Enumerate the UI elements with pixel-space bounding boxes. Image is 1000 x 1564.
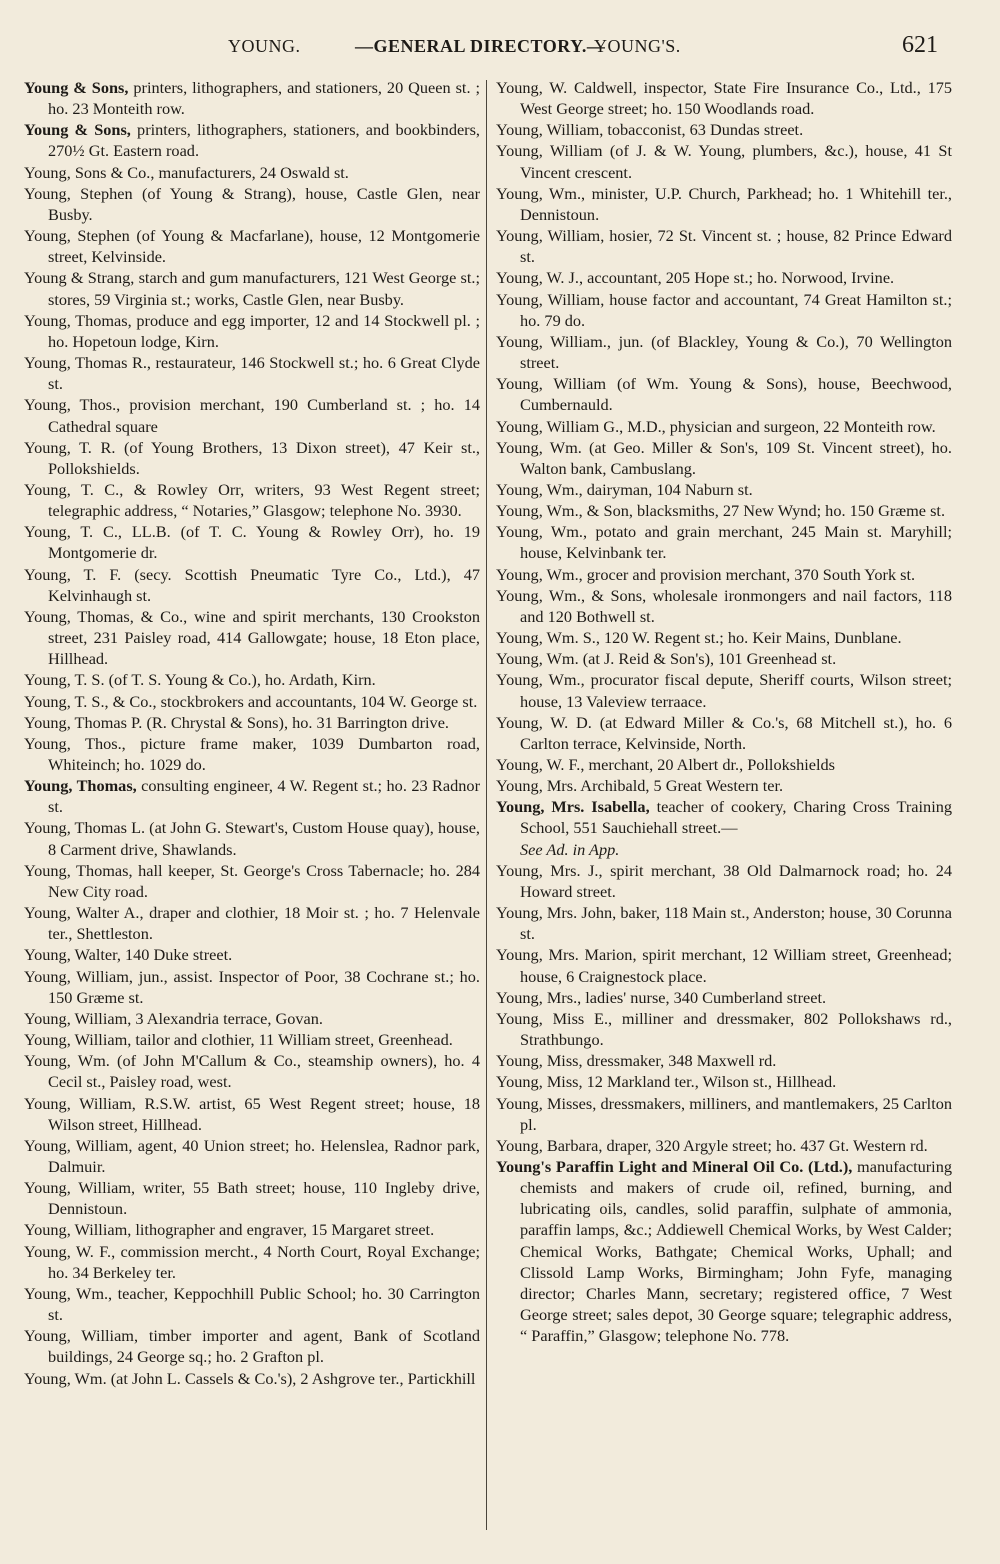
directory-entry <box>24 1029 480 1050</box>
entry-text: Young, Walter A., draper and clothier, 18 Moir st. ; ho. 7 Helenvale ter., Shettleston. <box>24 903 480 944</box>
directory-entry <box>496 267 952 288</box>
column-divider <box>486 80 487 1530</box>
directory-entry <box>496 500 952 521</box>
entry-bold-name: Young's Paraffin Light and Mineral Oil Co. (Ltd.), <box>496 1156 853 1176</box>
directory-entry <box>496 183 952 225</box>
entry-bold-name: Young & Sons, <box>24 78 129 97</box>
directory-entry <box>24 1135 480 1177</box>
entry-text: Young, T. S. (of T. S. Young & Co.), ho. Ardath, Kirn. <box>24 670 376 690</box>
directory-entry <box>496 669 952 711</box>
entry-text: Young, Thomas, produce and egg importer, 12 and 14 Stockwell pl. ; ho. Hopetoun lodge, Kirn. <box>24 310 480 351</box>
directory-entry <box>496 627 952 648</box>
directory-entry <box>24 966 480 1008</box>
directory-entry <box>24 606 480 669</box>
directory-entry <box>496 564 952 585</box>
entry-text: Young, William., jun. (of Blackley, Young & Co.), 70 Wellington street. <box>496 331 952 373</box>
directory-entry <box>24 437 480 479</box>
entry-text: Young, Wm., minister, U.P. Church, Parkhead; ho. 1 Whitehill ter., Dennistoun. <box>496 183 952 224</box>
directory-entry <box>24 225 480 267</box>
entry-text: Young, William, agent, 40 Union street; ho. Helenslea, Radnor park, Dalmuir. <box>24 1135 480 1176</box>
entry-text: Young, William, R.S.W. artist, 65 West Regent street; house, 18 Wilson street, Hillhead. <box>24 1093 480 1134</box>
entry-text: Young, W. J., accountant, 205 Hope st.; ho. Norwood, Irvine. <box>496 268 895 288</box>
entry-text: Young, William, 3 Alexandria terrace, Govan. <box>24 1008 323 1028</box>
entry-text: printers, lithographers, and stationers, 20 Queen st. ; ho. 23 Monteith row. <box>48 78 480 119</box>
entry-bold-name: Young & Sons, <box>24 120 131 140</box>
entry-text: Young, T. S., & Co., stockbrokers and accountants, 104 W. George st. <box>24 691 478 711</box>
entry-text: Young, Barbara, draper, 320 Argyle street; ho. 437 Gt. Western rd. <box>496 1135 928 1155</box>
entry-text: Young, Wm. (at Geo. Miller & Son's, 109 St. Vincent street), ho. Walton bank, Cambuslang. <box>496 437 952 478</box>
entry-text: manufacturing chemists and makers of crude oil, refined, burning, and lubricating oils, candles, solid paraffin, sulphate of ammonia, paraffin lamps, &c.; Addiewell Chemical Works, by West Calder; Chemical Works, Bathgate; Chemical Works, Uphall; and Clissold Lamp Works, Birmingham; John Fyfe, managing director; Charles Mann, secretary; registered office, 7 West George street; sales depot, 30 George square; telegraphic address, “ Paraffin,” Glasgow; telephone No. 778. <box>520 1156 952 1346</box>
entry-text: Young, Wm. (at John L. Cassels & Co.'s), 2 Ashgrove ter., Partickhill <box>24 1368 476 1388</box>
entry-text: Young, Wm. (of John M'Callum & Co., steamship owners), ho. 4 Cecil st., Paisley road, west. <box>24 1051 480 1092</box>
directory-entry <box>24 564 480 606</box>
entry-text: Young, Wm., procurator fiscal depute, Sheriff courts, Wilson street; house, 13 Valeview terraace. <box>496 670 952 711</box>
directory-entry <box>24 267 480 309</box>
entry-text: Young, Walter, 140 Duke street. <box>24 945 233 965</box>
entry-text: Young, Wm., & Son, blacksmiths, 27 New Wynd; ho. 150 Græme st. <box>496 501 946 521</box>
directory-entry <box>496 1071 952 1092</box>
entry-text: Young, Thos., provision merchant, 190 Cumberland st. ; ho. 14 Cathedral square <box>24 395 480 436</box>
entry-text: Young, William, tobacconist, 63 Dundas street. <box>496 120 804 140</box>
directory-entry <box>496 119 952 140</box>
directory-entry <box>24 1219 480 1240</box>
directory-entry <box>496 796 952 859</box>
entry-text: Young, Mrs., ladies' nurse, 340 Cumberland street. <box>496 987 827 1007</box>
directory-entry <box>24 902 480 944</box>
directory-entry <box>496 1050 952 1071</box>
directory-entry <box>24 521 480 563</box>
directory-entry <box>24 1177 480 1219</box>
directory-entry <box>496 1135 952 1156</box>
directory-entry <box>24 1325 480 1367</box>
entry-text: Young, William, writer, 55 Bath street; house, 110 Ingleby drive, Dennistoun. <box>24 1178 480 1219</box>
directory-entry <box>24 479 480 521</box>
directory-entry <box>24 775 480 817</box>
entry-text: Young, T. C., LL.B. (of T. C. Young & Rowley Orr), ho. 19 Montgomerie dr. <box>24 522 480 563</box>
directory-entry <box>496 521 952 563</box>
directory-entry <box>24 119 480 161</box>
entry-text: Young, William, jun., assist. Inspector of Poor, 38 Cochrane st.; ho. 150 Græme st. <box>24 966 480 1007</box>
entry-text: teacher of cookery, Charing Cross Training School, 551 Sauchiehall street.— <box>520 797 952 838</box>
directory-entry <box>496 331 952 373</box>
entry-text: Young, Stephen (of Young & Strang), house, Castle Glen, near Busby. <box>24 183 480 224</box>
entry-text: Young, William, timber importer and agent, Bank of Scotland buildings, 24 George sq.; ho. 2 Grafton pl. <box>24 1326 480 1367</box>
directory-entry <box>496 585 952 627</box>
directory-entry <box>496 77 952 119</box>
entry-italic-note: See Ad. in App. <box>520 839 620 859</box>
entry-text: Young, Thomas, hall keeper, St. George's Cross Tabernacle; ho. 284 New City road. <box>24 860 480 901</box>
entry-text: Young, Mrs. Marion, spirit merchant, 12 William street, Greenhead; house, 6 Craignestock place. <box>496 945 952 986</box>
directory-entry <box>496 648 952 669</box>
entry-text: Young, Stephen (of Young & Macfarlane), house, 12 Montgomerie street, Kelvinside. <box>24 226 480 267</box>
entry-text: Young, Sons & Co., manufacturers, 24 Oswald st. <box>24 162 349 182</box>
directory-entry <box>496 754 952 775</box>
entry-text: Young, William, tailor and clothier, 11 William street, Greenhead. <box>24 1030 453 1050</box>
directory-entry <box>24 817 480 859</box>
directory-entry <box>496 712 952 754</box>
entry-text: Young, W. D. (at Edward Miller & Co.'s, 68 Mitchell st.), ho. 6 Carlton terrace, Kelvinside, North. <box>496 712 952 753</box>
entry-text: Young, Thomas, & Co., wine and spirit merchants, 130 Crookston street, 231 Paisley road, 414 Gallowgate; house, 18 Eton place, Hillhead. <box>24 606 480 669</box>
entry-bold-name: Young, Thomas, <box>24 776 137 796</box>
entry-text: Young, W. Caldwell, inspector, State Fire Insurance Co., Ltd., 175 West George street; ho. 150 Woodlands road. <box>496 78 952 119</box>
running-header <box>0 34 1000 64</box>
directory-entry <box>24 1050 480 1092</box>
directory-entry <box>496 479 952 500</box>
right-column <box>496 77 952 1346</box>
header-left: YOUNG. <box>228 36 301 56</box>
entry-text: Young, Mrs. John, baker, 118 Main st., Anderston; house, 30 Corunna st. <box>496 903 952 944</box>
directory-entry <box>496 944 952 986</box>
entry-text: Young, Thos., picture frame maker, 1039 Dumbarton road, Whiteinch; ho. 1029 do. <box>24 733 480 774</box>
entry-text: Young, Miss, 12 Markland ter., Wilson st., Hillhead. <box>496 1072 837 1092</box>
entry-text: Young, Wm., teacher, Keppochhill Public School; ho. 30 Carrington st. <box>24 1283 480 1325</box>
header-center: —GENERAL DIRECTORY.— <box>355 36 606 56</box>
entry-text: Young, Thomas L. (at John G. Stewart's, Custom House quay), house, 8 Carment drive, Shawlands. <box>24 818 480 859</box>
directory-entry <box>496 775 952 796</box>
header-right: YOUNG'S. <box>594 36 681 56</box>
entry-text: Young, Wm. (at J. Reid & Son's), 101 Greenhead st. <box>496 649 837 669</box>
entry-text: Young, William (of Wm. Young & Sons), house, Beechwood, Cumbernauld. <box>496 374 952 415</box>
entry-text: Young, Miss, dressmaker, 348 Maxwell rd. <box>496 1051 777 1071</box>
entry-text: Young, T. F. (secy. Scottish Pneumatic Tyre Co., Ltd.), 47 Kelvinhaugh st. <box>24 564 480 605</box>
entry-text: Young, William G., M.D., physician and surgeon, 22 Monteith row. <box>496 416 936 436</box>
directory-entry <box>496 1093 952 1135</box>
entry-text: Young & Strang, starch and gum manufacturers, 121 West George st.; stores, 59 Virginia st.; works, Castle Glen, near Busby. <box>24 268 480 309</box>
directory-entry <box>24 310 480 352</box>
entry-text: Young, Thomas P. (R. Chrystal & Sons), ho. 31 Barrington drive. <box>24 712 449 732</box>
directory-entry <box>24 860 480 902</box>
entry-text: Young, William, lithographer and engraver, 15 Margaret street. <box>24 1220 435 1240</box>
entry-text: Young, Thomas R., restaurateur, 146 Stockwell st.; ho. 6 Great Clyde st. <box>24 353 480 394</box>
directory-entry <box>24 944 480 965</box>
left-column <box>24 77 480 1389</box>
directory-entry <box>496 860 952 902</box>
directory-entry <box>24 352 480 394</box>
directory-entry <box>24 691 480 712</box>
directory-entry <box>24 1283 480 1325</box>
directory-entry <box>24 1368 480 1389</box>
entry-text: Young, T. R. (of Young Brothers, 13 Dixon street), 47 Keir st., Pollokshields. <box>24 437 480 478</box>
directory-entry <box>496 140 952 182</box>
directory-entry <box>24 162 480 183</box>
directory-entry <box>496 437 952 479</box>
entry-text: Young, Wm., potato and grain merchant, 245 Main st. Maryhill; house, Kelvinbank ter. <box>496 522 952 563</box>
directory-entry <box>496 1008 952 1050</box>
entry-text: Young, Misses, dressmakers, milliners, and mantlemakers, 25 Carlton pl. <box>496 1093 952 1134</box>
directory-entry <box>24 77 480 119</box>
directory-entry <box>24 1008 480 1029</box>
entry-text: Young, W. F., commission mercht., 4 North Court, Royal Exchange; ho. 34 Berkeley ter. <box>24 1241 480 1282</box>
directory-entry <box>24 669 480 690</box>
directory-entry <box>24 394 480 436</box>
entry-text: Young, T. C., & Rowley Orr, writers, 93 West Regent street; telegraphic address, “ Notaries,” Glasgow; telephone No. 3930. <box>24 479 480 521</box>
directory-entry <box>496 1156 952 1346</box>
directory-entry <box>496 987 952 1008</box>
entry-text: Young, Mrs. J., spirit merchant, 38 Old Dalmarnock road; ho. 24 Howard street. <box>496 860 952 901</box>
directory-entry <box>496 225 952 267</box>
directory-entry <box>496 902 952 944</box>
directory-entry <box>496 416 952 437</box>
directory-entry <box>496 373 952 415</box>
entry-text: Young, William, house factor and accountant, 74 Great Hamilton st.; ho. 79 do. <box>496 289 952 330</box>
entry-text: Young, Mrs. Archibald, 5 Great Western ter. <box>496 776 784 796</box>
entry-text: Young, Wm. S., 120 W. Regent st.; ho. Keir Mains, Dunblane. <box>496 628 902 648</box>
entry-text: Young, Miss E., milliner and dressmaker, 802 Pollokshaws rd., Strathbungo. <box>496 1008 952 1050</box>
entry-bold-name: Young, Mrs. Isabella, <box>496 797 650 817</box>
directory-entry <box>24 1093 480 1135</box>
entry-text: consulting engineer, 4 W. Regent st.; ho. 23 Radnor st. <box>48 776 480 817</box>
entry-text: Young, William, hosier, 72 St. Vincent st. ; house, 82 Prince Edward st. <box>496 226 952 267</box>
entry-text: printers, lithographers, stationers, and bookbinders, 270½ Gt. Eastern road. <box>48 120 481 161</box>
directory-entry <box>24 1241 480 1283</box>
directory-entry <box>24 183 480 225</box>
page-number: 621 <box>902 32 938 58</box>
directory-entry <box>24 733 480 775</box>
entry-text: Young, Wm., dairyman, 104 Naburn st. <box>496 479 753 499</box>
directory-entry <box>496 289 952 331</box>
entry-text: Young, Wm., & Sons, wholesale ironmongers and nail factors, 118 and 120 Bothwell st. <box>496 585 952 626</box>
entry-text: Young, William (of J. & W. Young, plumbers, &c.), house, 41 St Vincent crescent. <box>496 141 952 182</box>
directory-entry <box>24 712 480 733</box>
entry-text: Young, Wm., grocer and provision merchant, 370 South York st. <box>496 564 916 584</box>
entry-text: Young, W. F., merchant, 20 Albert dr., Pollokshields <box>496 755 835 774</box>
